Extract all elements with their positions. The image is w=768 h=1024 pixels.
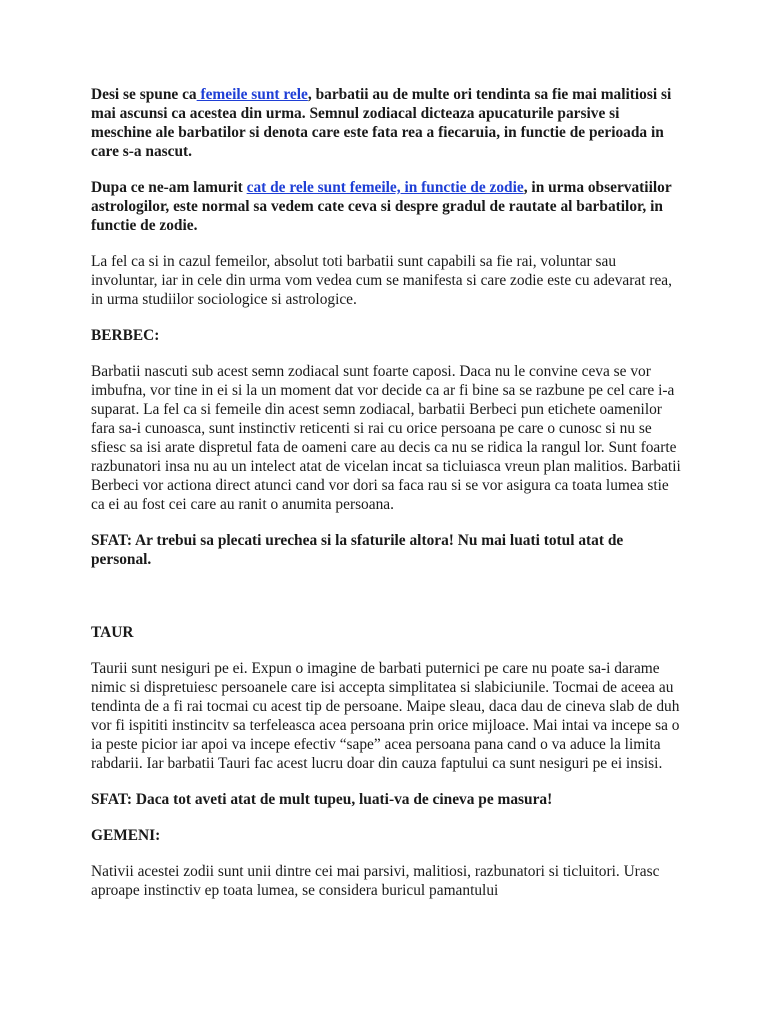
link-femeile-sunt-rele[interactable]: femeile sunt rele: [196, 86, 308, 103]
berbec-advice: SFAT: Ar trebui sa plecati urechea si la sfaturile altora! Nu mai luati totul atat de personal.: [91, 532, 624, 568]
taur-paragraph: Taurii sunt nesiguri pe ei. Expun o imagine de barbati puternici pe care nu poate sa-i darame nimic si dispretuiesc persoanele care isi accepta simplitatea si slabiciunile. Tocmai de aceea au tendinta de a fi rai tocmai cu acest tip de persoane. Maipe sleau, daca dau de cineva slab de duh vor fi ispititi instincitv sa terfeleasca acea persoana prin orice mijloace. Mai intai va incepe sa o ia peste picior iar apoi va incepe efectiv “sape” acea persoana pana cand o va aduce la limita rabdarii. Iar barbatii Tauri fac acest lucru doar din cauza faptului ca sunt nesiguri pe ei insisi.: [91, 660, 680, 772]
intro-p2-text-after: , in urma observatiilor astrologilor, este normal sa vedem cate ceva si despre gradul de rautate al barbatilor, in functie de zodie.: [91, 179, 672, 234]
intro-p2-text-before: Dupa ce ne-am lamurit: [91, 179, 247, 196]
intro-p1-text-before: Desi se spune ca: [91, 86, 197, 103]
intro-p1-text-after: , barbatii au de multe ori tendinta sa fie mai malitiosi si mai ascunsi ca acestea din urma. Semnul zodiacal dicteaza apucaturile parsive si meschine ale barbatilor si denota care este fata rea a fiecaruia, in functie de perioada in care s-a nascut.: [91, 86, 672, 160]
document-page: [91, 85, 683, 900]
taur-advice: SFAT: Daca tot aveti atat de mult tupeu, luati-va de cineva pe masura!: [91, 791, 553, 808]
intro-paragraph-1: [91, 85, 683, 161]
heading-taur: TAUR: [91, 624, 134, 641]
heading-gemeni: GEMENI:: [91, 827, 161, 844]
intro-paragraph-2: [91, 178, 683, 235]
heading-berbec: BERBEC:: [91, 327, 160, 344]
gemeni-paragraph: Nativii acestei zodii sunt unii dintre cei mai parsivi, malitiosi, razbunatori si ticluitori. Urasc aproape instinctiv ep toata lumea, se considera buricul pamantului: [91, 863, 660, 899]
link-rele-femeile-zodie[interactable]: cat de rele sunt femeile, in functie de zodie: [246, 179, 524, 196]
berbec-paragraph: Barbatii nascuti sub acest semn zodiacal sunt foarte caposi. Daca nu le convine ceva se vor imbufna, vor tine in ei si la un moment dat vor decide ca ar fi bine sa se razbune pe cel care i-a suparat. La fel ca si femeile din acest semn zodiacal, barbatii Berbeci pun etichete oamenilor fara sa-i cunoasca, sunt instinctiv reticenti si rai cu orice persoana pe care o cunosc si nu se sfiesc sa isi arate dispretul fata de oameni care au decis ca nu se ridica la rangul lor. Sunt foarte razbunatori insa nu au un intelect atat de vicelan incat sa ticluiasca vreun plan malitios. Barbatii Berbeci vor actiona direct atunci cand vor dori sa faca rau si se vor asigura ca toata lumea stie ca ei au fost cei care au ranit o anumita persoana.: [91, 363, 681, 513]
intro-paragraph-3: La fel ca si in cazul femeilor, absolut toti barbatii sunt capabili sa fie rai, voluntar sau involuntar, iar in cele din urma vom vedea cum se manifesta si care zodie este cu adevarat rea, in urma studiilor sociologice si astrologice.: [91, 253, 672, 308]
